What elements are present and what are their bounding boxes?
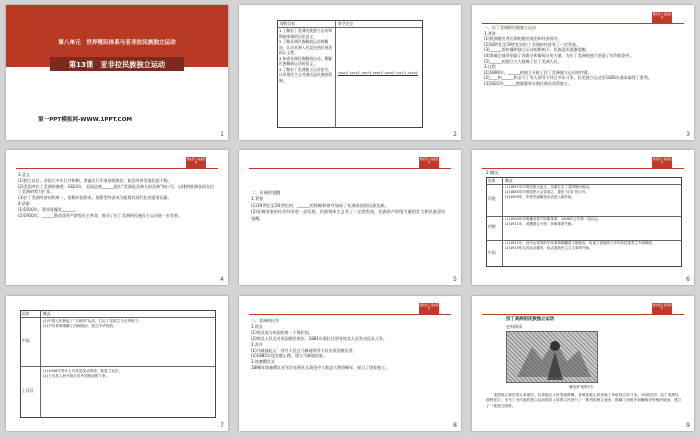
section-badge: 课前预习·基础落实: [652, 157, 672, 169]
slide-thumbnail-5[interactable]: [239, 150, 461, 285]
engraving-picture: [506, 331, 598, 383]
table-row-country: 印度: [488, 196, 496, 201]
unit-title: 第八单元 世界殖民体系与亚非拉民族独立运动: [58, 40, 176, 46]
section-badge: 课堂探究·素养提升: [652, 303, 672, 315]
site-footer: 第一PPT模板网-WWW.1PPT.COM: [38, 117, 133, 123]
slide-thumbnail-1[interactable]: [6, 5, 228, 140]
slide-body: 三、非洲的抗争 1.埃及 (1)埃及成为英国的第一个保护国。 (2)埃及人民反对英国殖民统治，1881年奥拉比领导埃及人民发动反英斗争。 2.苏丹 (1)马赫迪起义：苏丹人民在马赫迪领导下抗击英国殖民者。 (2)1885年攻克喀土穆，建立马赫迪国家。 3.埃塞俄比亚 1896年埃塞俄比亚军民在阿杜瓦战役中大败意大利侵略军，保卫了国家独立。: [251, 318, 390, 371]
timeline-years: 1804年 1810年 1857年 1881年 1905年 1911年 1919年: [338, 71, 419, 75]
slide-body: 一、拉丁美洲的民族独立运动 1.背景 (1)欧洲殖民者长期的殖民统治和经济掠夺。 (2)18世纪至19世纪初拉丁美洲的经济有了一定发展。 (3)______的传播和独立运动的影响下，民族意识逐渐觉醒。 (4)拿破仑战争削弱了西班牙和葡萄牙的力量，为拉丁美洲的独立创造了有利的条件。 (5)______的独立大大鼓舞了拉丁美洲人民。 2.过程 (1)1804年，______的独立开辟了拉丁美洲独立运动的序幕。 (2)____和______和圣马丁等人领导下经过多年斗争，拉美独立运动至1826年基本取得了胜利。 (3)1822年______摆脱葡萄牙殖民统治获得独立。: [484, 25, 652, 86]
slide-thumbnail-2[interactable]: [239, 5, 461, 140]
slide-thumbnail-7[interactable]: [6, 296, 228, 431]
lesson-title: 第13课 亚非拉民族独立运动: [68, 60, 166, 69]
table-row-summary: (1)1905年伊朗爆发资产阶级革命，1906年召开第一届议会。 (2)1911年，英俄联合干涉，伊朗革命失败。: [505, 217, 602, 226]
slide-thumbnail-8[interactable]: [239, 296, 461, 431]
slide-thumbnail-9[interactable]: [472, 296, 694, 431]
slide-body: 3.意义 (1)独立以后，各国大多实行共和制，普遍实行军事独裁统治，政治经济发展仍很不稳。 (2)美国对拉丁美洲的渗透：1823年，美国总统______提出“美洲是美洲人的美洲”的口号，以排挤欧洲各国在拉丁美洲的势力扩张。 (3)拉丁美洲经济结构单一，依赖外国资本，依附型经济成为阻碍其现代化的重要因素。 4.结果 (1)1910年，墨西哥爆发______。 (2)1910年，______墨西哥资产阶级民主革命，推动了拉丁美洲的民族民主运动进一步发展。: [18, 172, 214, 218]
table-header-country: 国家: [488, 178, 496, 183]
table-header-summary: 概况: [43, 311, 51, 316]
picture-caption: “解放者”玻利瓦尔: [568, 385, 594, 389]
section-badge: 课前预习·基础落实: [652, 12, 672, 24]
slide-number: 5: [453, 276, 457, 283]
table-header-country: 国家: [22, 311, 30, 316]
slide-number: 1: [220, 131, 224, 138]
table-row-summary: (1)1857年印度民族大起义，沉重打击了英国殖民统治。 (2)1885年印度国民大会党成立，提出“自治”的口号。 (3)1905年，印度民族解放运动进入新阶段。: [505, 185, 593, 199]
slide-thumbnail-6[interactable]: [472, 150, 694, 285]
table-row-country: 土耳其: [22, 388, 34, 393]
slide-number: 6: [686, 276, 690, 283]
table-row-country: 中国: [488, 250, 496, 255]
slide-number: 2: [453, 131, 457, 138]
slide-subtitle: 拉丁美洲的民族独立运动: [506, 317, 555, 322]
table-row-summary: (1)1911年，孙中山领导的辛亥革命推翻清王朝统治，结束了延续两千多年的封建君主专制制度。 (2)1919年五四运动爆发，标志着新民主主义革命开始。: [505, 241, 656, 250]
slide-number: 3: [686, 131, 690, 138]
slide-thumbnail-3[interactable]: [472, 5, 694, 140]
timeline-arrow: [338, 75, 418, 76]
goals-header: 课程目标: [280, 21, 296, 26]
slide-number: 7: [220, 422, 224, 429]
table-row-summary: (1)中国人民掀起了“义和团”运动，打击了帝国主义在华势力。 (2)辛亥革命推翻了清朝统治，建立中华民国。: [43, 319, 142, 329]
table-row-country: 中国: [22, 338, 30, 343]
slide-number: 8: [453, 422, 457, 429]
section-badge: 课前预习·基础落实: [186, 157, 206, 169]
timeline-header: 时空定位: [338, 21, 354, 26]
table-header-summary: 概况: [505, 178, 513, 183]
slide-subtitle: 2.概况: [486, 170, 499, 175]
slide-thumbnail-4[interactable]: [6, 150, 228, 285]
table-row-country: 伊朗: [488, 224, 496, 229]
section-badge: 课前预习·基础落实: [419, 303, 439, 315]
section-badge: 课前预习·基础落实: [419, 157, 439, 169]
material-label: 史料阅读: [506, 324, 522, 329]
slide-body: 二、亚洲的觉醒 1.背景 (1)19世纪至20世纪初，______的侵略和掠夺加深了亚洲各国的民族危机。 (2)亚洲国家的社会经济进一步发展，民族资本主义有了一定的发展，民族资产阶级力量的壮大和民族意识觉醒。: [251, 190, 446, 221]
course-goals: 1.了解拉丁美洲民族独立运动和海地革命的历史意义。 2.了解亚洲民族解放运动的概况，认识亚洲人民反抗殖民统治的正义性。 3.知道非洲民族解放运动，理解民族解放运动的意义。 4.了解拉丁美洲独立运动史实，认识殖民主义对被压迫民族的影响。: [279, 28, 333, 83]
slide-body: 美国独立和法国大革命后，拉美地区人民受到鼓舞，各殖民地人民开始了争取独立的斗争。19世纪初，拉丁美洲以玻利瓦尔、圣马丁为代表的独立运动领导人率领人民进行了一系列的独立战争，推翻了西班牙和葡萄牙的殖民统治，建立了一批独立国家。: [486, 393, 682, 408]
slide-number: 9: [686, 422, 690, 429]
slide-number: 4: [220, 276, 224, 283]
table-row-summary: (1)1908年青年土耳其党发动革命，恢复了宪法。 (2)土耳其人民开始反对外国统治的斗争。: [43, 369, 122, 379]
